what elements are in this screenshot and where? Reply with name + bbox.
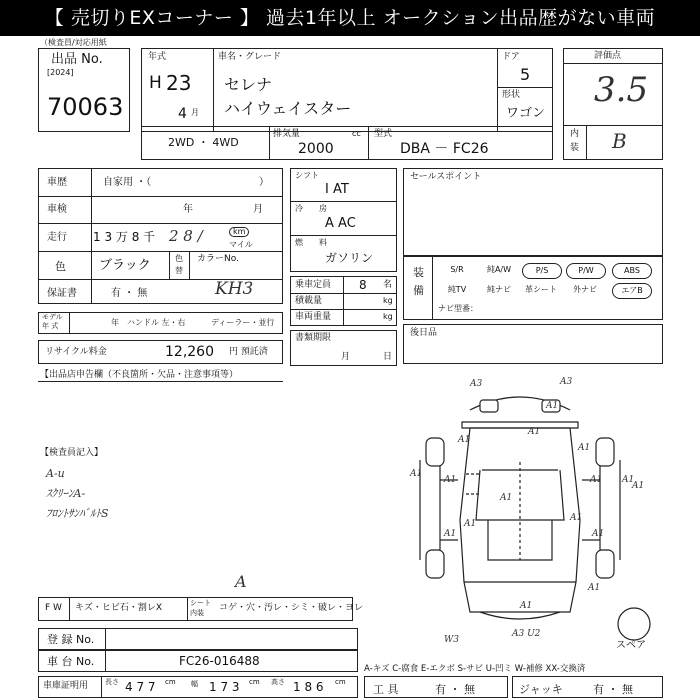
damage-mark: A1 [520, 601, 533, 611]
docs-box [290, 330, 397, 366]
seat-label-1: シート [190, 599, 211, 607]
color-change-2: 替 [175, 266, 183, 275]
displacement-value: 2000 [298, 141, 334, 157]
fuel-label-1: 燃 [295, 238, 303, 247]
model-label: 型式 [374, 129, 393, 139]
model-value: DBA － FC26 [400, 141, 489, 157]
cert-hgt-value: 1 8 6 [293, 680, 324, 694]
damage-mark: A3 [560, 377, 573, 387]
chassis-label: 車 台 No. [47, 655, 95, 668]
vehicle-info [38, 168, 283, 304]
damage-mark: A3 [470, 379, 483, 389]
damage-mark: A1 [632, 481, 645, 491]
fuel-label-2: 料 [319, 238, 327, 247]
weight-unit: kg [383, 312, 393, 321]
car-grade: ハイウェイスター [224, 99, 352, 118]
equipment-option: 純A/W [486, 265, 512, 274]
fuel-value: ガソリン [325, 251, 374, 265]
interior-value: B [612, 129, 627, 153]
model-year-label-2: 年 式 [42, 322, 59, 330]
docs-month: 月 [341, 352, 351, 362]
docs-label: 書類期限 [295, 333, 332, 343]
shift-value: I AT [325, 182, 349, 197]
cert-hgt-unit: cm [335, 678, 346, 686]
spec-row [141, 126, 553, 160]
score-box [563, 48, 663, 160]
tools-row [364, 676, 508, 698]
history-close: ） [259, 177, 269, 188]
warranty-value: 有 ・ 無 [111, 288, 148, 299]
damage-mark: A1 [528, 427, 541, 437]
cert-len-label: 長さ [105, 678, 119, 686]
cert-len-unit: cm [165, 678, 176, 686]
capacity-value: 8 [359, 278, 367, 292]
door-value: 5 [520, 65, 531, 84]
dealer-type: ディーラー・並行 [211, 318, 275, 327]
sales-point-box [403, 168, 663, 256]
damage-mark: A3 U2 [512, 629, 541, 639]
subtitle: （検査員/対応用紙 [40, 38, 107, 47]
inspection-label: 車検 [47, 204, 67, 215]
note-3: ﾌﾛﾝﾄｻﾝﾊﾞﾙﾄS [46, 507, 109, 520]
jack-label: ジャッキ [519, 683, 563, 696]
equip-label-1: 装 [413, 266, 424, 279]
equipment-option: P/W [566, 263, 606, 279]
damage-mark: A1 [410, 469, 423, 479]
history-label: 車歴 [47, 177, 67, 188]
capacity-box [290, 276, 397, 326]
mech-info [290, 168, 397, 272]
color-change-1: 色 [175, 254, 183, 263]
cert-hgt-label: 高さ [271, 678, 285, 686]
seat-value: コゲ・穴・汚レ・シミ・破レ・ヨレ [219, 603, 364, 613]
fw-row [38, 572, 364, 621]
damage-mark: A1 [592, 529, 605, 539]
score-value: 3.5 [594, 70, 649, 110]
damage-mark: A1 [444, 529, 457, 539]
shape-label: 形状 [502, 90, 521, 100]
shift-label: シフト [295, 171, 319, 180]
cert-wid-label: 幅 [191, 680, 198, 688]
note-1: A-u [46, 467, 65, 480]
note-2: ｽｸﾘｰﾝA- [46, 487, 86, 500]
recycle-unit: 円 預託済 [229, 347, 268, 357]
load-label: 積載量 [295, 296, 323, 306]
cert-row [38, 676, 358, 698]
ac-value: A AC [325, 216, 356, 231]
equip-label-2: 備 [413, 284, 424, 297]
header-box [141, 48, 553, 132]
rear-items-label: 後日品 [410, 328, 438, 338]
equipment-option: 純ナビ [487, 285, 511, 294]
displacement-unit: cc [352, 129, 361, 138]
ac-label-1: 冷 [295, 204, 303, 213]
damage-mark: A1 [546, 401, 559, 411]
equipment-option: 純TV [447, 285, 467, 294]
mileage-value: 1 3 万 8 千 [93, 230, 156, 244]
seat-label-2: 内装 [190, 609, 204, 617]
chassis-value: FC26-016488 [179, 654, 260, 668]
score-label: 評価点 [594, 51, 622, 61]
recycle-row [38, 340, 283, 364]
cert-wid-unit: cm [249, 678, 260, 686]
sales-point-label: セールスポイント [410, 172, 482, 182]
mileage-km: km [229, 227, 249, 237]
recycle-label: リサイクル料金 [45, 347, 107, 357]
weight-label: 車両重量 [295, 312, 332, 322]
navi-model-label: ナビ型番： [438, 304, 478, 313]
cert-wid-value: 1 7 3 [209, 680, 240, 694]
mileage-hand: 2 8 / [169, 227, 203, 245]
car-damage-diagram [400, 370, 690, 650]
mileage-mile: マイル [229, 240, 253, 249]
model-year-row [38, 312, 283, 334]
fw-value: キズ・ヒビ石・割レX [75, 603, 162, 613]
tools-value: 有 ・ 無 [435, 683, 475, 696]
handle-side: ハンドル 左・右 [127, 318, 186, 327]
equipment-option: 革シート [525, 285, 557, 294]
damage-mark: A1 [458, 435, 471, 445]
inspector-label: 【検査員記入】 [40, 448, 104, 458]
capacity-unit: 名 [383, 280, 393, 290]
shape-value: ワゴン [506, 106, 546, 121]
model-year-year: 年 [111, 318, 119, 327]
history-value: 自家用 ・（ [103, 177, 152, 188]
damage-legend: A-キズ C-腐食 E-エクボ S-サビ U-凹ミ W-補修 XX-交換済 [364, 664, 586, 674]
car-name: セレナ [224, 75, 273, 94]
damage-mark: A1 [500, 493, 513, 503]
reg-row [38, 628, 358, 650]
equipment-option: ABS [612, 263, 652, 279]
damage-mark: A1 [578, 443, 591, 453]
banner: 【 売切りEXコーナー 】 過去1年以上 オークション出品歴がない車両 [0, 0, 700, 36]
color-no-label: カラーNo. [197, 254, 239, 264]
mileage-label: 走行 [47, 232, 67, 243]
declare-label: 【出品店申告欄（不良箇所・欠品・注意事項等） [40, 370, 239, 380]
warranty-label: 保証書 [47, 288, 77, 299]
load-unit: kg [383, 296, 393, 305]
model-year-label-1: モデル [42, 313, 63, 321]
chassis-row [38, 650, 358, 672]
cert-len-value: 4 7 7 [125, 680, 156, 694]
displacement-label: 排気量 [273, 129, 301, 139]
equipment-box [403, 256, 663, 320]
reg-label: 登 録 No. [47, 633, 95, 646]
damage-mark: A1 [622, 475, 635, 485]
equipment-option: エアB [612, 283, 652, 299]
damage-mark: A1 [444, 475, 457, 485]
car-label: 車名・グレード [218, 52, 282, 62]
lot-stamp: [2024] [47, 68, 74, 77]
damage-mark: A1 [570, 513, 583, 523]
damage-mark: A1 [590, 475, 603, 485]
lot-label: 出品 No. [51, 52, 103, 67]
lot-box [38, 48, 130, 132]
year-label: 年式 [148, 52, 167, 62]
year-num: 23 [166, 71, 192, 95]
spare-label: スペア [616, 640, 646, 651]
damage-mark: A1 [464, 519, 477, 529]
inspection-month: 月 [253, 204, 263, 215]
inspection-year: 年 [183, 204, 193, 215]
seat-hand: A [235, 572, 247, 591]
door-label: ドア [502, 52, 520, 62]
damage-mark: A1 [588, 583, 601, 593]
fw-label: F W [45, 603, 62, 613]
interior-label-2: 装 [570, 143, 580, 153]
capacity-label: 乗車定員 [295, 280, 332, 290]
jack-value: 有 ・ 無 [593, 683, 633, 696]
interior-label-1: 内 [570, 129, 580, 139]
rear-items-box [403, 324, 663, 364]
equipment-option: S/R [450, 265, 464, 274]
color-value: ブラック [99, 258, 151, 273]
lot-number: 70063 [47, 93, 124, 121]
ac-label-2: 房 [319, 204, 327, 213]
recycle-value: 12,260 [165, 344, 214, 360]
docs-day: 日 [383, 352, 393, 362]
tools-label: 工 具 [373, 683, 399, 696]
jack-row [512, 676, 663, 698]
drive-type: 2WD ・ 4WD [168, 136, 239, 149]
year-month: 4 [178, 106, 187, 122]
year-era: H [149, 73, 162, 93]
cert-label: 車庫証明用 [43, 681, 89, 691]
damage-mark: W3 [444, 635, 459, 645]
year-month-unit: 月 [191, 108, 199, 117]
color-label: 色 [55, 260, 66, 273]
color-no-value: KH3 [215, 279, 254, 299]
equipment-option: 外ナビ [573, 285, 597, 294]
equipment-option: P/S [522, 263, 562, 279]
